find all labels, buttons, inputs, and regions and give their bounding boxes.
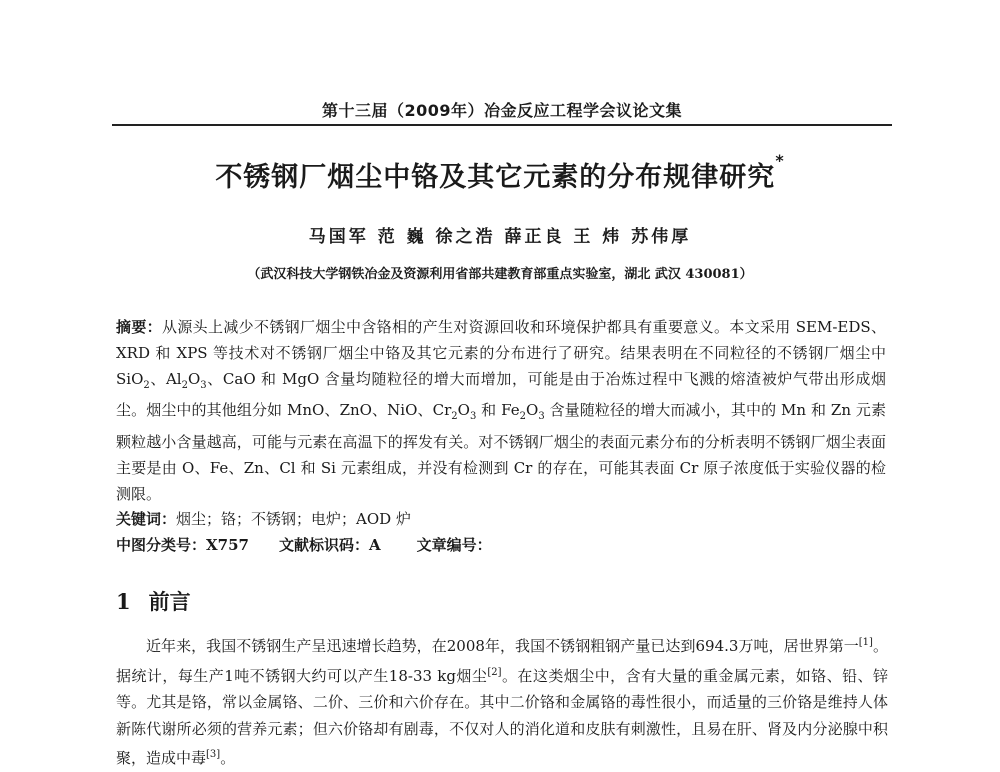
header-rule — [112, 124, 892, 126]
abstract-text: O — [526, 401, 539, 420]
citation-ref: [2] — [487, 666, 502, 678]
citation-ref: [3] — [206, 749, 221, 760]
subscript: 3 — [538, 411, 545, 423]
clc-label: 中图分类号： — [116, 536, 207, 554]
abstract-text: 从源头上减少不锈钢厂烟尘中含铬相的产生对资源回收和环境保护都具有重要意义。本文采用 SEM-EDS、XRD 和 XPS 等技术对不锈钢厂烟尘中铬及其它元素的分布进行了研究。结果表明在不同粒径的不锈钢厂烟尘中 SiO — [116, 318, 886, 388]
title-footnote-mark: * — [775, 151, 785, 170]
doc-code-value: A — [368, 536, 381, 554]
abstract-text: O — [187, 369, 201, 388]
citation-ref: [1] — [858, 637, 873, 648]
subscript: 2 — [519, 411, 527, 423]
keywords — [116, 507, 886, 532]
subscript: 2 — [143, 379, 150, 391]
abstract-text: 和 Fe — [476, 401, 520, 420]
subscript: 2 — [181, 379, 188, 391]
abstract-text: 、Al — [149, 369, 182, 388]
subscript: 3 — [200, 379, 207, 391]
paragraph-text: 。 — [220, 749, 236, 767]
running-header: 第十三届（2009年）冶金反应工程学会议论文集 — [321, 101, 683, 120]
doc-code-label: 文献标识码： — [278, 536, 369, 554]
abstract-text: 含量随粒径的增大而减小，其中的 Mn 和 Zn 元素颗粒越小含量越高，可能与元素在高温下的挥发有关。对不锈钢厂烟尘的表面元素分布的分析表明不锈钢厂烟尘表面主要是由 O、Fe、Zn、Cl 和 Si 元素组成，并没有检测到 Cr 的存在，可能其表面 Cr 原子浓度低于实验仪器的检测限。 — [116, 401, 886, 503]
subscript: 2 — [451, 411, 458, 423]
paper-title — [100, 151, 900, 194]
abstract-text: O — [457, 401, 470, 420]
clc-value: X757 — [206, 536, 249, 554]
section-number: 1 — [116, 589, 131, 614]
author-list: 马国军 范 巍 徐之浩 薛正良 王 炜 苏伟厚 — [308, 227, 692, 247]
paragraph-text: 近年来，我国不锈钢生产呈迅速增长趋势，在2008年，我国不锈钢粗钢产量已达到694.3万吨，居世界第一 — [146, 637, 859, 655]
keywords-label: 关键词： — [116, 510, 177, 528]
section-heading — [116, 586, 191, 616]
affiliation: （武汉科技大学钢铁冶金及资源利用省部共建教育部重点实验室，湖北 武汉 430081） — [247, 267, 753, 282]
article-number-label: 文章编号： — [416, 536, 492, 554]
paper-title-text: 不锈钢厂烟尘中铬及其它元素的分布规律研究 — [215, 162, 776, 193]
abstract-text: 、CaO 和 MgO 含量均随粒径的增大而增加，可能是由于冶炼过程中飞溅的熔渣被炉气带出形成烟尘。烟尘中的其他组分如 MnO、ZnO、NiO、Cr — [116, 369, 886, 420]
keywords-text: 烟尘；铬；不锈钢；电炉；AOD 炉 — [176, 510, 411, 528]
abstract-label: 摘要： — [116, 318, 162, 336]
paragraph-text: 。在这类烟尘中，含有大量的重金属元素，如铬、铅、锌等。尤其是铬，常以金属铬、二价、三价和六价存在。其中二价铬和金属铬的毒性很小，而适量的三价铬是维持人体新陈代谢所必须的营养元素；但六价铬却有剧毒，不仅对人的消化道和皮肤有刺激性，且易在肝、肾及内分泌腺中积聚，造成中毒 — [116, 666, 888, 767]
section-title: 前言 — [148, 589, 191, 614]
abstract — [116, 315, 886, 508]
intro-paragraph — [116, 630, 888, 772]
paragraph-text: 。据统计，每生产1吨不锈钢大约可以产生18-33 kg烟尘 — [116, 637, 888, 685]
classification-line — [116, 533, 886, 558]
subscript: 3 — [469, 411, 477, 423]
